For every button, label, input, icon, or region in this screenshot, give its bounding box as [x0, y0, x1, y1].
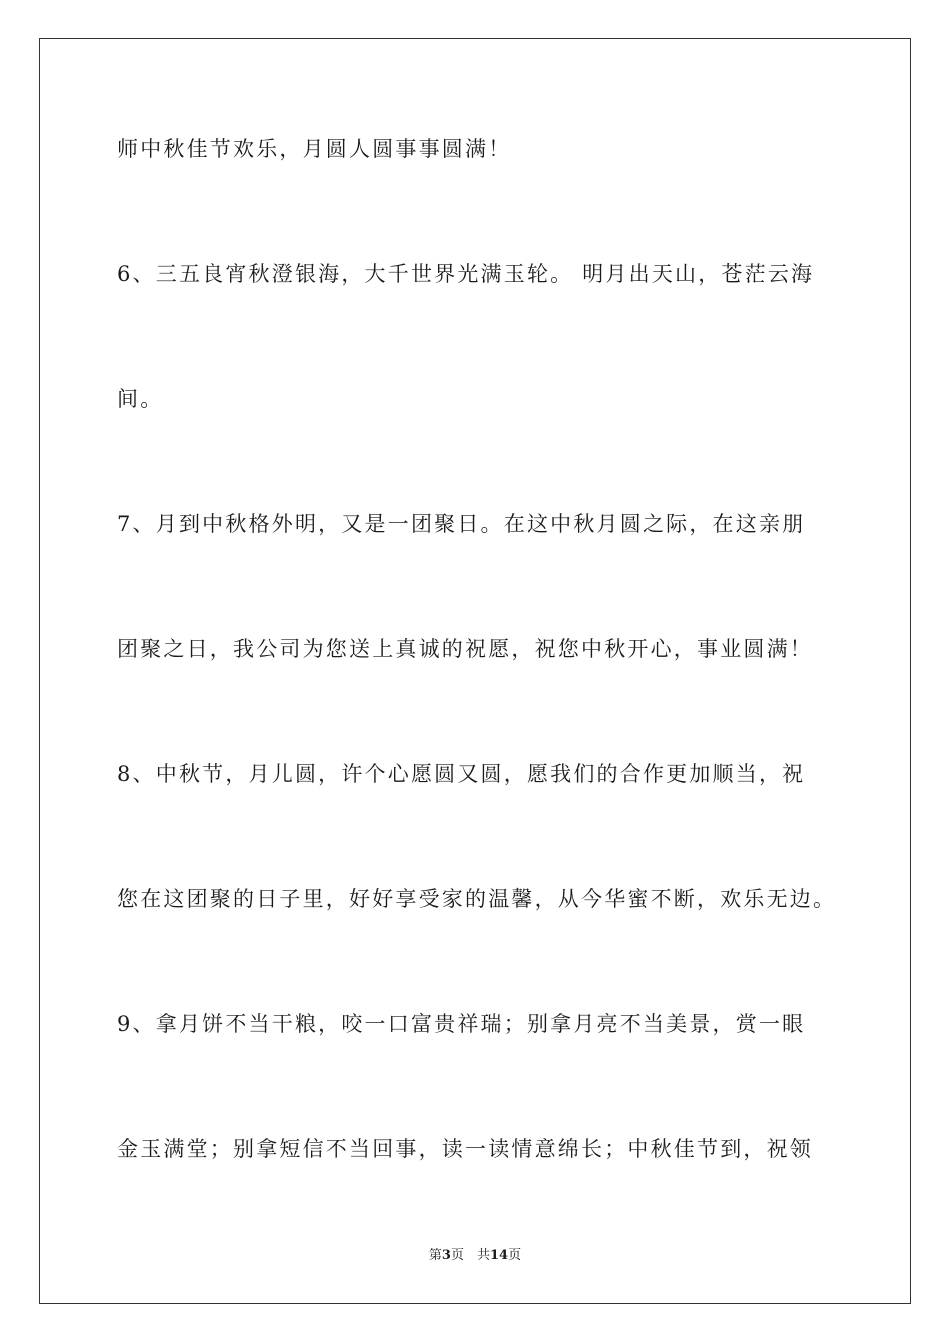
text-line-5: 团聚之日，我公司为您送上真诚的祝愿，祝您中秋开心，事业圆满！ [117, 637, 813, 661]
page-frame [39, 38, 911, 1304]
footer-prefix: 第 [428, 1248, 442, 1263]
text-line-1: 师中秋佳节欢乐，月圆人圆事事圆满！ [117, 137, 512, 161]
text-line-4: 7、月到中秋格外明，又是一团聚日。在这中秋月圆之际，在这亲朋 [117, 512, 806, 536]
page-footer [0, 1249, 950, 1262]
text-line-2: 6、三五良宵秋澄银海，大千世界光满玉轮。 明月出天山，苍茫云海 [117, 262, 815, 286]
footer-suffix: 页 [508, 1248, 522, 1263]
footer-middle: 页 共 [450, 1248, 490, 1263]
text-line-9: 金玉满堂；别拿短信不当回事，读一读情意绵长；中秋佳节到，祝领 [117, 1137, 813, 1161]
text-line-8: 9、拿月饼不当干粮，咬一口富贵祥瑞；别拿月亮不当美景，赏一眼 [117, 1012, 806, 1036]
current-page-number: 3 [441, 1248, 451, 1263]
total-pages-number: 14 [489, 1248, 509, 1263]
text-line-3: 间。 [117, 387, 164, 411]
text-line-7: 您在这团聚的日子里，好好享受家的温馨，从今华蜜不断，欢乐无边。 [117, 887, 837, 911]
text-line-6: 8、中秋节，月儿圆，许个心愿圆又圆，愿我们的合作更加顺当，祝 [117, 762, 806, 786]
